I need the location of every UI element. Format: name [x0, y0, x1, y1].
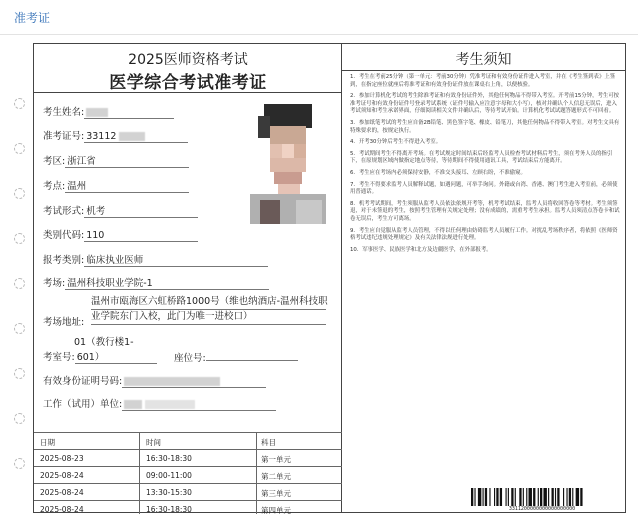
notice-item: 7．考生不得要求监考人员解释试题，如遇问题，可举手询问。外籍或台湾、香港、澳门考生进入考室前，必须使用普通话。	[350, 181, 618, 196]
work-unit-value	[122, 399, 276, 411]
id-number-value	[122, 376, 266, 388]
redacted-work-unit	[124, 400, 142, 409]
notice-divider	[342, 70, 625, 71]
photo-face	[270, 144, 282, 158]
notice-item: 10．军事医学、民族医学和北方及边疆医学，在外部报考。	[350, 246, 492, 253]
address-underline	[91, 324, 326, 325]
notice-list	[350, 74, 622, 258]
barcode-bar	[540, 488, 542, 506]
seat-field: 座位号:	[174, 349, 298, 364]
schedule-row: 2025-08-24 16:30-18:30 第四单元	[34, 500, 342, 518]
barcode-bar	[529, 488, 532, 506]
site-value: 温州	[65, 178, 189, 193]
barcode-bar	[563, 488, 564, 506]
type-field: 报考类别: 临床执业医师	[43, 252, 268, 267]
seat-value	[206, 349, 298, 361]
exam-title: 2025医师资格考试	[128, 52, 248, 68]
photo-face	[270, 126, 306, 144]
photo-shirt	[260, 200, 280, 224]
redacted-exam-number	[119, 132, 145, 141]
notice-item: 2．参加计算机化考试的考生除准考证和有效身份证件外，其他任何物品不得带入考室。开考前15分钟，考生可按准考证号和有效身份证件号登录考试系统（证件号输入应注意字母和大小写），核对并确认个人信息无误后，进入考试须知和考生承诺界面，仔细阅读相关文件并确认后，等待考试开始。计算机化考试试题答题形式不可回看。	[350, 93, 620, 115]
barcode-bar	[506, 488, 507, 506]
binding-hole	[14, 368, 25, 379]
barcode-bar	[557, 488, 559, 506]
venue-field: 考场: 温州科技职业学院-1	[43, 275, 269, 290]
notice-item: 6．考生应在考场内必须保持安静，不准交头接耳、左顾右盼，不准偷窥。	[350, 169, 526, 176]
barcode-bar	[552, 488, 554, 506]
photo-hair	[258, 116, 270, 138]
barcode-bar	[485, 488, 487, 506]
address-underline	[91, 309, 326, 310]
photo-shirt	[296, 200, 322, 224]
notice-item: 4．开考30分钟后考生不得进入考室。	[350, 139, 442, 146]
barcode-bar	[489, 488, 490, 506]
barcode-bar	[555, 488, 556, 506]
photo-face	[270, 158, 306, 172]
binding-hole	[14, 233, 25, 244]
binding-hole	[14, 278, 25, 289]
page-header	[0, 0, 638, 35]
name-value	[84, 107, 174, 119]
photo-neck	[278, 184, 300, 194]
barcode-bar	[538, 488, 539, 506]
barcode-bar	[515, 488, 516, 506]
binding-hole	[14, 98, 25, 109]
region-field: 考区: 浙江省	[43, 153, 189, 168]
type-value: 临床执业医师	[84, 252, 268, 267]
address-value: 温州市瓯海区六虹桥路1000号（维也纳酒店-温州科技职业学院东门入校，此门为唯一进校口）	[91, 296, 328, 322]
notice-item: 5．考试期间考生不得离开考场。在考试规定时间结束后经监考人员检查考试材料后考生，须在考务人员的指引下，在原规划区域内做指定地点等待，等待期间不得使用通讯工具，考试结束后方能离开。	[350, 150, 613, 165]
redacted-name	[86, 108, 108, 117]
barcode-bar	[523, 488, 524, 506]
schedule-header: 日期 时间 科目	[34, 432, 342, 450]
notice-item: 3．参加纸笔考试的考生应自备2B铅笔、黑色签字笔、橡皮、铅笔刀，其他任何物品不得带入考室。对考生文具有特殊要求的，按规定执行。	[350, 119, 620, 134]
schedule-row: 2025-08-24 13:30-15:30 第三单元	[34, 483, 342, 501]
barcode-bar	[569, 488, 571, 506]
barcode-bar	[500, 488, 502, 506]
venue-value: 温州科技职业学院-1	[65, 275, 269, 290]
redacted-work-unit	[145, 400, 195, 409]
barcode-bar	[494, 488, 495, 506]
address-label: 考场地址:	[43, 317, 85, 328]
barcode-bar	[576, 488, 579, 506]
notice-item: 9．考生应自觉服从监考人员管理，不得以任何理由妨碍监考人员履行工作。对扰乱考场秩序者，将依照《医师资格考试违纪违规处理规定》及有关法律法规进行处理。	[350, 227, 618, 242]
title-divider	[34, 92, 342, 93]
name-field: 考生姓名:	[43, 104, 174, 119]
photo-hair	[264, 104, 312, 128]
exam-number-field: 准考证号: 33112	[43, 128, 188, 143]
redacted-id-number	[124, 377, 220, 386]
barcode-bar	[519, 488, 521, 506]
barcode-bar	[474, 488, 475, 506]
barcode-bar	[572, 488, 573, 506]
building-line: 01（教行楼1-	[74, 337, 134, 348]
schedule-row: 2025-08-24 09:00-11:00 第二单元	[34, 466, 342, 484]
barcode-bar	[543, 488, 546, 506]
photo-face	[274, 172, 302, 184]
barcode-bar	[483, 488, 484, 506]
binding-hole	[14, 413, 25, 424]
barcode-bar	[508, 488, 509, 506]
barcode-bar	[478, 488, 481, 506]
room-value: 601）	[75, 349, 157, 364]
room-field: 考室号: 601）	[43, 349, 157, 364]
category-field: 类别代码: 110	[43, 227, 198, 242]
notice-item: 8．机考考试期间，考生须服从监考人员依法依规开考等，机考考试结束，监考人员将收回答卷等考材。考生须签退，对于未签退的考生，按照考生管理有关规定处理；没有成绩的，需重考考生承担。监考人员须清点答卷卡和试卷无误后，考生方可离场。	[350, 200, 620, 222]
barcode-bar	[548, 488, 549, 506]
notice-item: 1．考生在考前25分钟（第一单元：考前30分钟）凭准考证和有效身份证件进入考室，并在《考生签到表》上签到，在指定座位就座后将准考证和有效身份证件放在课桌右上角，以便核验。	[350, 74, 616, 88]
barcode-bar	[526, 488, 527, 506]
barcode-bar	[511, 488, 513, 506]
barcode-number: 3311200000000000000000	[508, 506, 576, 512]
format-value: 机考	[84, 203, 198, 218]
format-field: 考试形式: 机考	[43, 203, 198, 218]
site-field: 考点: 温州	[43, 178, 189, 193]
exam-number-value: 33112	[84, 131, 188, 143]
barcode-bar	[496, 488, 498, 506]
binding-hole	[14, 323, 25, 334]
binding-hole	[14, 188, 25, 199]
ticket-left-panel	[34, 44, 342, 515]
binding-hole	[14, 458, 25, 469]
schedule-row: 2025-08-23 16:30-18:30 第一单元	[34, 449, 342, 467]
barcode-bar	[471, 488, 473, 506]
photo-face	[294, 144, 306, 158]
ticket-right-panel	[342, 44, 625, 512]
binding-hole	[14, 143, 25, 154]
candidate-photo	[244, 104, 328, 224]
region-value: 浙江省	[65, 153, 189, 168]
barcode-bar	[580, 488, 582, 506]
admission-ticket	[33, 43, 626, 513]
page-title: 准考证	[14, 11, 51, 25]
id-number-field: 有效身份证明号码:	[43, 373, 266, 388]
barcode-bar	[533, 488, 535, 506]
barcode-bar	[566, 488, 567, 506]
notice-title: 考生须知	[455, 52, 512, 68]
work-unit-field: 工作（试用）单位:	[43, 396, 276, 411]
photo-face	[282, 144, 294, 158]
category-value: 110	[84, 230, 198, 242]
barcode	[471, 488, 613, 506]
ticket-title: 医学综合考试准考证	[109, 73, 267, 93]
